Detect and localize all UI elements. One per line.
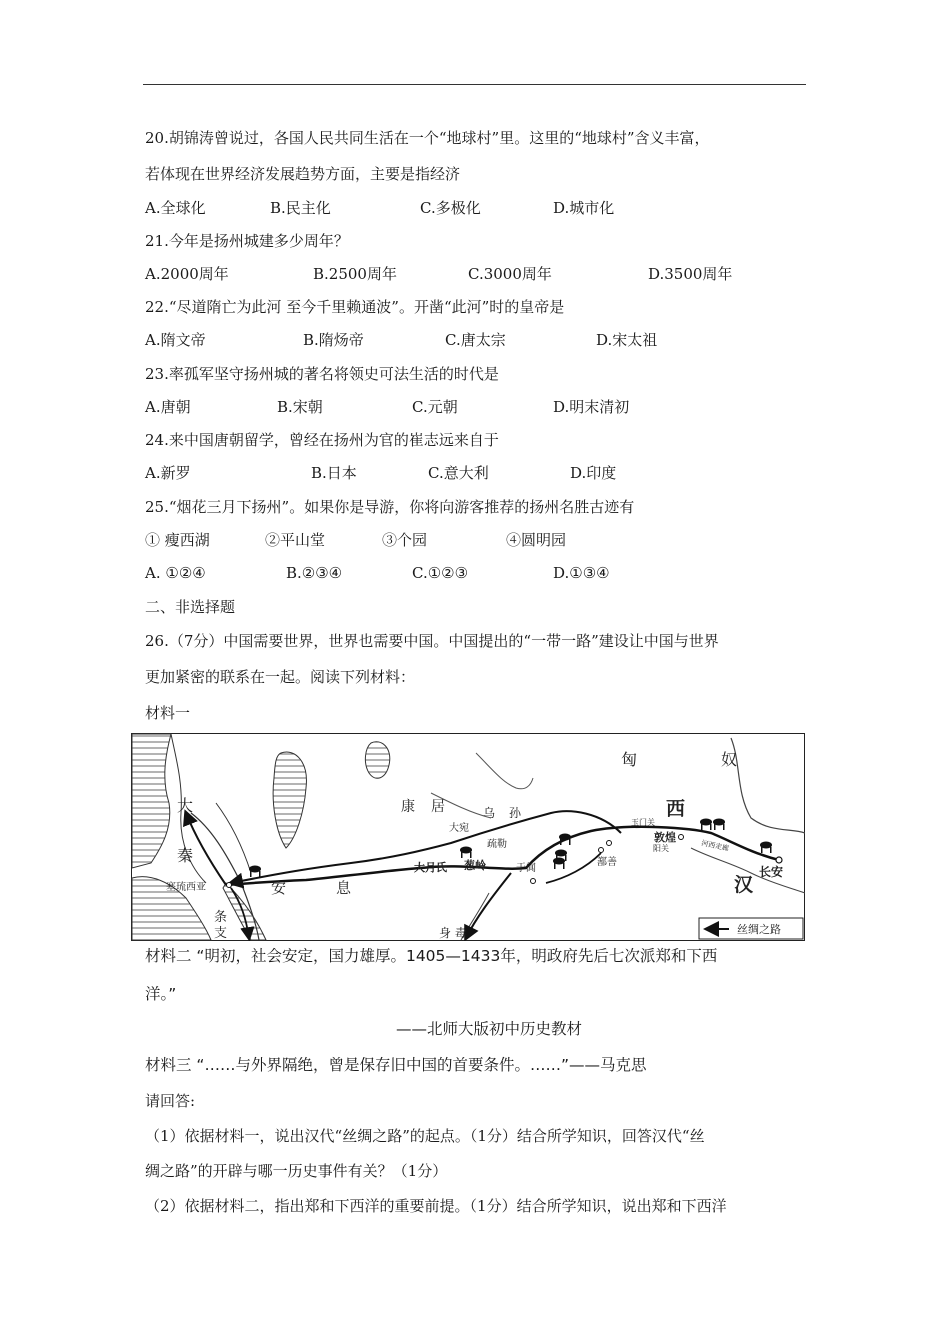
city-dunhuang xyxy=(679,835,684,840)
city-shanshan xyxy=(599,848,604,853)
label-shendu: 身 毒 xyxy=(439,926,467,940)
label-anxi-2: 息 xyxy=(336,879,352,897)
label-kangju-2: 居 xyxy=(431,799,445,815)
q22-option-b: B.隋炀帝 xyxy=(303,331,364,349)
q24-stem: 24.来中国唐朝留学，曾经在扬州为官的崔志远来自于 xyxy=(145,431,499,449)
q20-stem-line2: 若体现在世界经济发展趋势方面，主要是指经济 xyxy=(145,165,461,183)
label-dawan: 大宛 xyxy=(449,823,469,834)
city-yutian xyxy=(531,879,536,884)
silk-road-map xyxy=(131,733,805,941)
q25-option-d: D.①③④ xyxy=(553,564,610,582)
answer-prompt: 请回答: xyxy=(145,1092,196,1110)
q24-option-c: C.意大利 xyxy=(428,464,489,482)
city-shule xyxy=(607,841,612,846)
sub-question-1-line1: （1）依据材料一，说出汉代“丝绸之路”的起点。（1分）结合所学知识，回答汉代“丝 xyxy=(145,1127,705,1145)
material3: 材料三 “……与外界隔绝，曾是保存旧中国的首要条件。……”——马克思 xyxy=(145,1056,647,1074)
q25-option-a: A. ①②④ xyxy=(145,564,206,582)
label-daqin-1: 大 xyxy=(177,796,194,815)
q24-option-b: B.日本 xyxy=(311,464,357,482)
q21-stem: 21.今年是扬州城建多少周年？ xyxy=(145,232,349,250)
label-dayuezhi: 大月氏 xyxy=(414,861,447,874)
q25-site-1: ① 瘦西湖 xyxy=(145,531,210,549)
q22-option-d: D.宋太祖 xyxy=(596,331,658,349)
material2-line2: 洋。” xyxy=(145,985,177,1003)
label-kangju-1: 康 xyxy=(401,799,415,815)
q23-stem: 23.率孤军坚守扬州城的著名将领史可法生活的时代是 xyxy=(145,365,499,383)
q20-option-d: D.城市化 xyxy=(553,199,615,217)
q21-option-a: A.2000周年 xyxy=(145,265,229,283)
label-hexi: 河西走廊 xyxy=(700,839,730,853)
label-wusun-1: 乌 xyxy=(483,806,496,820)
q22-stem: 22.“尽道隋亡为此河 至今千里赖通波”。开凿“此河”时的皇帝是 xyxy=(145,298,565,316)
q25-site-4: ④圆明园 xyxy=(506,531,567,549)
q23-option-c: C.元朝 xyxy=(412,398,458,416)
label-yutian: 于阗 xyxy=(516,863,536,874)
material2-source: ——北师大版初中历史教材 xyxy=(396,1020,583,1038)
label-yangguan: 阳关 xyxy=(653,844,669,853)
q25-option-b: B.②③④ xyxy=(286,564,343,582)
sub-question-1-line2: 绸之路”的开辟与哪一历史事件有关？（1分） xyxy=(145,1162,448,1180)
label-wusun-2: 孙 xyxy=(509,806,522,820)
q21-option-b: B.2500周年 xyxy=(313,265,397,283)
q21-option-d: D.3500周年 xyxy=(648,265,733,283)
label-tiaozhi-1: 条 xyxy=(214,910,228,925)
q20-stem-line1: 20.胡锦涛曾说过，各国人民共同生活在一个“地球村”里。这里的“地球村”含义丰富， xyxy=(145,129,710,147)
material2-line1: 材料二 “明初，社会安定，国力雄厚。1405—1433年，明政府先后七次派郑和下西 xyxy=(145,947,718,965)
city-changan xyxy=(776,857,782,863)
q25-site-3: ③个园 xyxy=(382,531,428,549)
label-xi: 西 xyxy=(666,798,686,820)
q26-stem-line2: 更加紧密的联系在一起。阅读下列材料： xyxy=(145,668,416,686)
q22-option-c: C.唐太宗 xyxy=(445,331,506,349)
label-daqin-2: 秦 xyxy=(177,846,194,865)
q23-option-b: B.宋朝 xyxy=(277,398,323,416)
material1-title: 材料一 xyxy=(145,704,191,722)
q25-option-c: C.①②③ xyxy=(412,564,469,582)
q20-option-a: A.全球化 xyxy=(145,199,206,217)
q21-option-c: C.3000周年 xyxy=(468,265,552,283)
legend-label: 丝绸之路 xyxy=(737,923,781,936)
q22-option-a: A.隋文帝 xyxy=(145,331,206,349)
label-tiaozhi-2: 支 xyxy=(214,926,228,941)
label-shanshan: 鄯善 xyxy=(597,857,617,868)
q20-option-c: C.多极化 xyxy=(420,199,481,217)
section-heading: 二、非选择题 xyxy=(145,598,236,616)
q25-stem: 25.“烟花三月下扬州”。如果你是导游，你将向游客推荐的扬州名胜古迹有 xyxy=(145,498,635,516)
q20-option-b: B.民主化 xyxy=(270,199,331,217)
label-han: 汉 xyxy=(734,874,754,896)
q25-site-2: ②平山堂 xyxy=(265,531,326,549)
label-shule: 疏勒 xyxy=(487,839,507,850)
q24-option-a: A.新罗 xyxy=(145,464,191,482)
q24-option-d: D.印度 xyxy=(570,464,617,482)
label-changan: 长安 xyxy=(759,865,784,879)
q26-stem-line1: 26.（7分）中国需要世界，世界也需要中国。中国提出的“一带一路”建设让中国与世界 xyxy=(145,632,719,650)
aral-sea xyxy=(365,742,389,779)
label-anxi-1: 安 xyxy=(271,879,287,897)
city-seleucia xyxy=(227,883,232,888)
sub-question-2-line1: （2）依据材料二，指出郑和下西洋的重要前提。（1分）结合所学知识，说出郑和下西洋 xyxy=(145,1197,727,1215)
label-congling: 葱岭 xyxy=(464,859,486,872)
q23-option-a: A.唐朝 xyxy=(145,398,191,416)
header-rule xyxy=(143,84,806,85)
label-xiongnu-2: 奴 xyxy=(721,750,738,769)
q23-option-d: D.明末清初 xyxy=(553,398,630,416)
label-yumenguan: 玉门关 xyxy=(631,818,655,827)
label-xiongnu-1: 匈 xyxy=(621,750,638,769)
label-dunhuang: 敦煌 xyxy=(654,831,676,844)
label-seleucia: 塞琉西亚 xyxy=(166,882,206,893)
